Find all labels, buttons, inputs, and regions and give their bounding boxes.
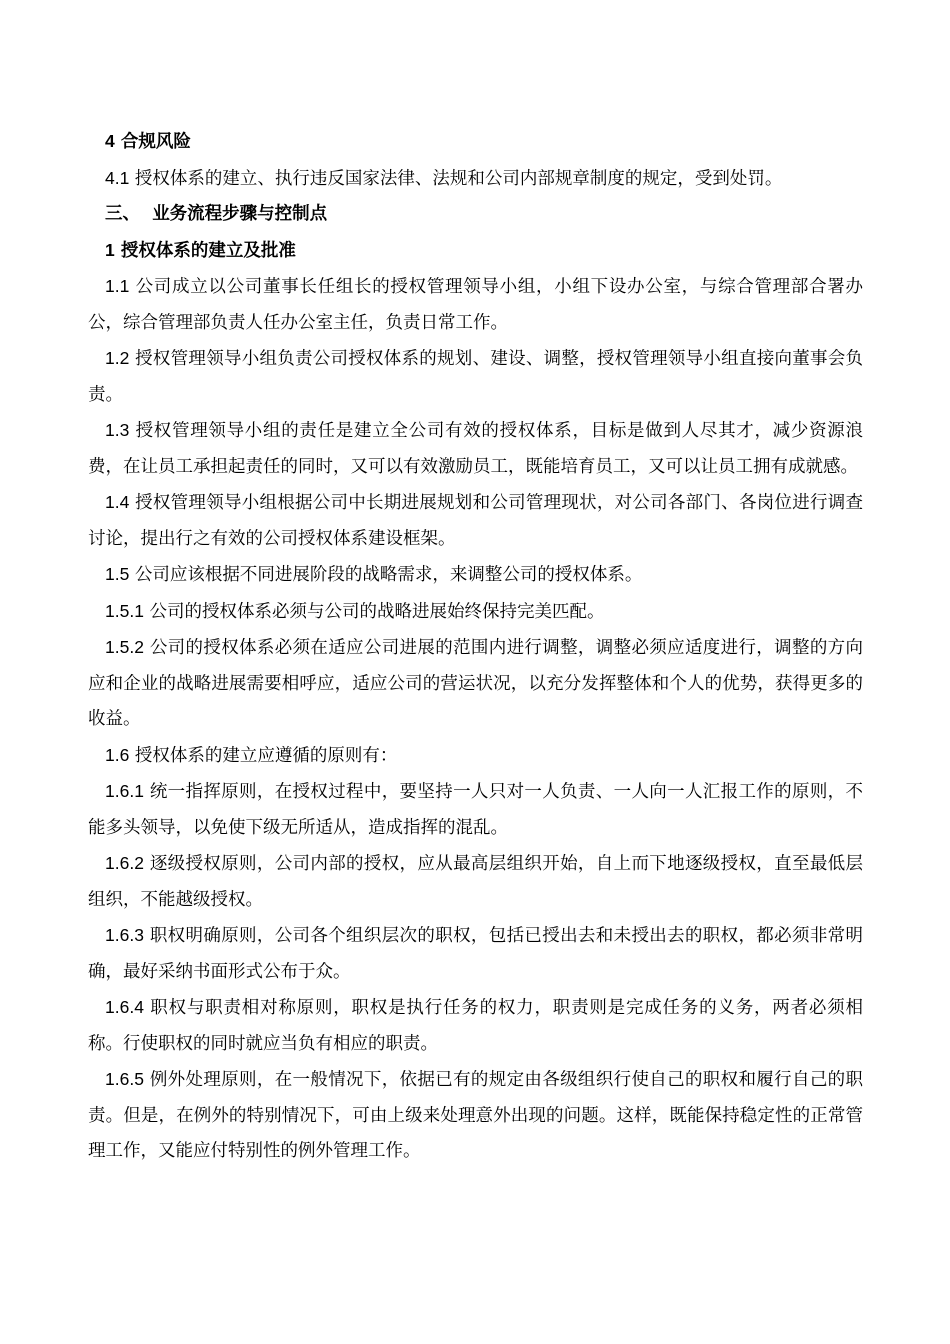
heading-number: 三、 [105, 204, 140, 224]
paragraph-number: 1.6 [105, 744, 130, 765]
paragraph [88, 1062, 863, 1170]
paragraph-text: 授权管理领导小组的责任是建立全公司有效的授权体系，目标是做到人尽其才，减少资源浪费，在让员工承担起责任的同时，又可以有效激励员工，既能培育员工，又可以让员工拥有成就感。 [88, 421, 863, 477]
paragraph-text: 授权体系的建立应遵循的原则有： [134, 745, 398, 766]
paragraph [88, 738, 863, 775]
paragraph-text: 授权管理领导小组根据公司中长期进展规划和公司管理现状，对公司各部门、各岗位进行调查讨论，提出行之有效的公司授权体系建设框架。 [88, 493, 863, 549]
paragraph [88, 990, 863, 1062]
paragraph-number: 4.1 [105, 167, 130, 188]
paragraph [88, 594, 863, 631]
paragraph [88, 485, 863, 557]
paragraph [88, 774, 863, 846]
heading-number: 1 [105, 239, 115, 260]
paragraph [88, 269, 863, 341]
paragraph-text: 统一指挥原则，在授权过程中，要坚持一人只对一人负责、一人向一人汇报工作的原则，不能多头领导，以免使下级无所适从，造成指挥的混乱。 [88, 782, 863, 838]
paragraph-text: 职权与职责相对称原则，职权是执行任务的权力，职责则是完成任务的义务，两者必须相称。行使职权的同时就应当负有相应的职责。 [88, 998, 863, 1054]
paragraph-number: 1.5 [105, 564, 130, 584]
paragraph-text: 授权管理领导小组负责公司授权体系的规划、建设、调整，授权管理领导小组直接向董事会负责。 [88, 349, 863, 405]
paragraph [88, 846, 863, 918]
paragraph-number: 1.3 [105, 420, 130, 440]
paragraph-number: 1.5.2 [105, 637, 144, 657]
paragraph [88, 413, 863, 485]
paragraph-text: 授权体系的建立、执行违反国家法律、法规和公司内部规章制度的规定，受到处罚。 [134, 168, 783, 189]
paragraph-text: 公司的授权体系必须与公司的战略进展始终保持完美匹配。 [149, 601, 605, 622]
paragraph [88, 918, 863, 990]
paragraph-number: 1.6.5 [105, 1069, 144, 1089]
paragraph-text: 公司的授权体系必须在适应公司进展的范围内进行调整，调整必须应适度进行，调整的方向应和企业的战略进展需要相呼应，适应公司的营运状况，以充分发挥整体和个人的优势，获得更多的收益。 [88, 638, 863, 729]
paragraph [88, 630, 863, 738]
paragraph-number: 1.6.4 [105, 997, 144, 1017]
paragraph-text: 公司成立以公司董事长任组长的授权管理领导小组，小组下设办公室，与综合管理部合署办公，综合管理部负责人任办公室主任，负责日常工作。 [88, 277, 863, 333]
paragraph [88, 341, 863, 413]
document-body [88, 124, 863, 1170]
paragraph-number: 1.6.1 [105, 781, 144, 801]
section-heading [88, 233, 863, 270]
paragraph-text: 逐级授权原则，公司内部的授权，应从最高层组织开始，自上而下地逐级授权，直至最低层组织，不能越级授权。 [88, 854, 863, 910]
section-heading [88, 124, 863, 161]
paragraph-number: 1.2 [105, 348, 130, 368]
paragraph-number: 1.6.3 [105, 925, 144, 945]
paragraph-number: 1.5.1 [105, 600, 144, 621]
heading-text: 合规风险 [120, 132, 191, 152]
paragraph-text: 例外处理原则，在一般情况下，依据已有的规定由各级组织行使自己的职权和履行自己的职责。但是，在例外的特别情况下，可由上级来处理意外出现的问题。这样，既能保持稳定性的正常管理工作，又能应付特别性的例外管理工作。 [88, 1070, 863, 1161]
paragraph [88, 557, 863, 594]
paragraph-number: 1.4 [105, 492, 130, 512]
heading-number: 4 [105, 131, 115, 151]
paragraph-number: 1.1 [105, 276, 130, 296]
paragraph [88, 161, 863, 198]
section-heading [88, 197, 863, 233]
paragraph-text: 职权明确原则，公司各个组织层次的职权，包括已授出去和未授出去的职权，都必须非常明确，最好采纳书面形式公布于众。 [88, 926, 863, 982]
paragraph-number: 1.6.2 [105, 853, 144, 873]
heading-text: 授权体系的建立及批准 [120, 240, 296, 261]
paragraph-text: 公司应该根据不同进展阶段的战略需求，来调整公司的授权体系。 [134, 565, 643, 585]
heading-text: 业务流程步骤与控制点 [152, 204, 328, 224]
